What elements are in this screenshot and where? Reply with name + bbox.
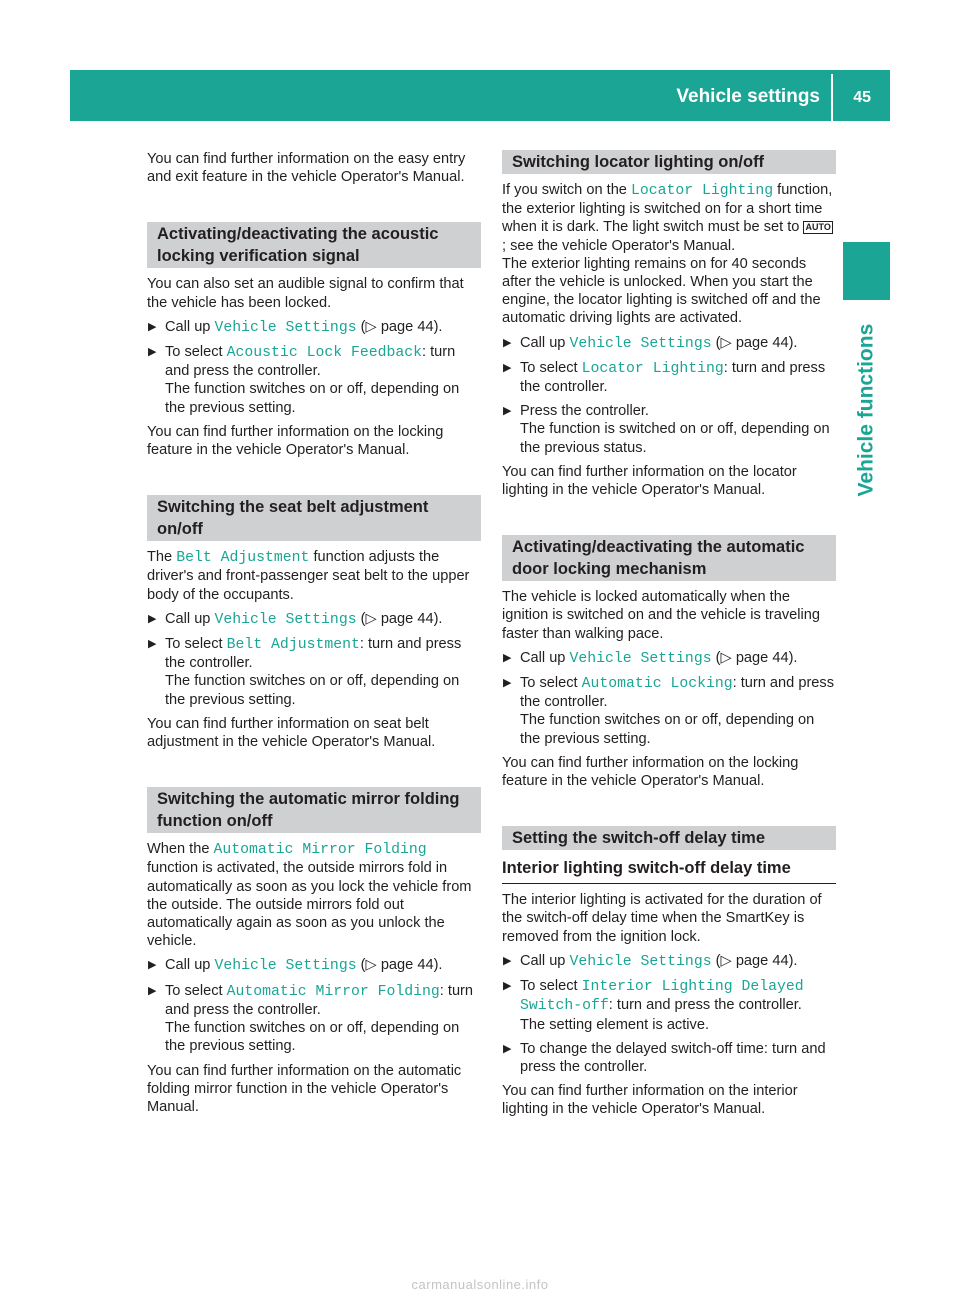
intro-paragraph: You can find further information on the easy entry and exit feature in the vehicle Operator's Manual.: [147, 151, 466, 186]
step-select: ▶ To select Belt Adjustment: turn and press the controller. The function switches on or off, depending on the previous setting.: [148, 636, 462, 708]
watermark: carmanualsonline.info: [411, 1277, 549, 1292]
step-call-up: ▶ Call up Vehicle Settings (▷ page 44).: [503, 334, 798, 352]
page-reference[interactable]: (▷ page 44).: [360, 957, 443, 974]
seatbelt-body: The Belt Adjustment function adjusts the driver's and front-passenger seat belt to the upper body of the occupants.: [147, 549, 470, 603]
menu-item-vehicle-settings[interactable]: Vehicle Settings: [214, 958, 357, 975]
chapter-tab: [843, 242, 890, 300]
bullet-arrow-icon: ▶: [503, 954, 512, 967]
mirror-body: When the Automatic Mirror Folding function is activated, the outside mirrors fold in automatically as soon as you lock the vehicle from the outside. The outside mirrors fold out automatically again as soon as you unlock the vehicle.: [147, 841, 472, 950]
delay-footer: You can find further information on the interior lighting in the vehicle Operator's Manual.: [502, 1083, 798, 1118]
seatbelt-footer: You can find further information on seat belt adjustment in the vehicle Operator's Manual.: [147, 715, 436, 751]
section-heading-seatbelt: Switching the seat belt adjustment on/off: [147, 495, 481, 541]
section-heading-acoustic: Activating/deactivating the acoustic locking verification signal: [147, 222, 481, 268]
step-select: ▶ To select Interior Lighting Delayed Switch-off: turn and press the controller. The setting element is active.: [503, 978, 804, 1033]
step-select: ▶ To select Locator Lighting: turn and press the controller.: [503, 359, 826, 396]
menu-item-automatic-mirror-folding[interactable]: Automatic Mirror Folding: [226, 983, 440, 1000]
menu-item-interior-lighting-delayed-switch-off[interactable]: Interior Lighting Delayed Switch-off: [520, 979, 804, 1015]
step-select: ▶ To select Automatic Locking: turn and press the controller. The function switches on or off, depending on the previous setting.: [503, 675, 835, 747]
bullet-arrow-icon: ▶: [148, 346, 157, 359]
menu-item-acoustic-lock-feedback[interactable]: Acoustic Lock Feedback: [226, 345, 423, 362]
left-column: [147, 150, 481, 1116]
step-call-up: ▶ Call up Vehicle Settings (▷ page 44).: [148, 610, 443, 628]
bullet-arrow-icon: ▶: [148, 959, 157, 972]
step-press: ▶ Press the controller. The function is switched on or off, depending on the previous status.: [503, 403, 830, 456]
bullet-arrow-icon: ▶: [503, 651, 512, 664]
section-heading-autolock: Activating/deactivating the automatic door locking mechanism: [502, 535, 836, 581]
bullet-arrow-icon: ▶: [148, 984, 157, 997]
page-number: 45: [853, 89, 871, 106]
menu-item-locator-lighting[interactable]: Locator Lighting: [581, 360, 724, 377]
locator-footer: You can find further information on the locator lighting in the vehicle Operator's Manual.: [502, 463, 797, 499]
chapter-label: Vehicle functions: [854, 323, 878, 497]
menu-item-vehicle-settings[interactable]: Vehicle Settings: [214, 319, 357, 336]
step-call-up: ▶ Call up Vehicle Settings (▷ page 44).: [503, 649, 798, 667]
menu-item-automatic-mirror-folding[interactable]: Automatic Mirror Folding: [213, 842, 427, 859]
bullet-arrow-icon: ▶: [503, 980, 512, 993]
menu-item-belt-adjustment[interactable]: Belt Adjustment: [226, 637, 360, 654]
bullet-arrow-icon: ▶: [503, 677, 512, 690]
page-header: [70, 70, 890, 121]
step-call-up: ▶ Call up Vehicle Settings (▷ page 44).: [148, 318, 443, 336]
acoustic-body: You can also set an audible signal to confirm that the vehicle has been locked.: [147, 276, 464, 311]
right-column: [502, 150, 836, 1119]
section-heading-locator: Switching locator lighting on/off: [502, 150, 836, 174]
menu-item-vehicle-settings[interactable]: Vehicle Settings: [569, 953, 712, 970]
bullet-arrow-icon: ▶: [503, 1042, 512, 1055]
autolock-footer: You can find further information on the locking feature in the vehicle Operator's Manual.: [502, 754, 799, 790]
page-reference[interactable]: (▷ page 44).: [715, 649, 798, 666]
page-reference[interactable]: (▷ page 44).: [715, 334, 798, 351]
bullet-arrow-icon: ▶: [503, 336, 512, 349]
locator-body: If you switch on the Locator Lighting function, the exterior lighting is switched on for a short time when it is dark. The light switch must be set to AUTO; see the vehicle Operator's Manual.: [502, 182, 833, 254]
bullet-arrow-icon: ▶: [148, 638, 157, 651]
menu-item-locator-lighting[interactable]: Locator Lighting: [631, 183, 774, 199]
step-call-up: ▶ Call up Vehicle Settings (▷ page 44).: [148, 957, 443, 975]
section-heading-mirror: Switching the automatic mirror folding function on/off: [147, 787, 481, 833]
menu-item-vehicle-settings[interactable]: Vehicle Settings: [214, 611, 357, 628]
mirror-footer: You can find further information on the automatic folding mirror function in the vehicle Operator's Manual.: [147, 1062, 462, 1115]
delay-body: The interior lighting is activated for the duration of the switch-off delay time when the SmartKey is removed from the ignition lock.: [502, 892, 822, 945]
page-reference[interactable]: (▷ page 44).: [715, 952, 798, 969]
bullet-arrow-icon: ▶: [148, 612, 157, 625]
menu-item-vehicle-settings[interactable]: Vehicle Settings: [569, 335, 712, 352]
auto-switch-icon: AUTO: [805, 222, 831, 233]
bullet-arrow-icon: ▶: [503, 405, 512, 418]
acoustic-footer: You can find further information on the locking feature in the vehicle Operator's Manual.: [147, 423, 444, 459]
step-select: ▶ To select Automatic Mirror Folding: turn and press the controller. The function switches on or off, depending on the previous setting.: [148, 982, 474, 1055]
page-reference[interactable]: (▷ page 44).: [360, 318, 443, 335]
bullet-arrow-icon: ▶: [503, 361, 512, 374]
locator-body-2: The exterior lighting remains on for 40 seconds after the vehicle is unlocked. When you start the engine, the locator lighting is switched off and the automatic driving lights are activated.: [502, 255, 821, 327]
bullet-arrow-icon: ▶: [148, 320, 157, 333]
header-divider: [831, 74, 833, 121]
menu-item-automatic-locking[interactable]: Automatic Locking: [581, 676, 733, 693]
step-call-up: ▶ Call up Vehicle Settings (▷ page 44).: [503, 952, 798, 970]
page-reference[interactable]: (▷ page 44).: [360, 610, 443, 627]
menu-item-belt-adjustment[interactable]: Belt Adjustment: [176, 550, 310, 567]
step-select: ▶ To select Acoustic Lock Feedback: turn and press the controller. The function switches on or off, depending on the previous setting.: [148, 344, 460, 416]
step-change-delay: ▶ To change the delayed switch-off time: turn and press the controller.: [503, 1040, 826, 1075]
page-title: Vehicle settings: [676, 86, 820, 107]
menu-item-vehicle-settings[interactable]: Vehicle Settings: [569, 650, 712, 667]
autolock-body: The vehicle is locked automatically when the ignition is switched on and the vehicle is traveling faster than walking pace.: [502, 589, 820, 642]
section-heading-delay: Setting the switch-off delay time: [502, 826, 836, 850]
subsection-heading-interior-delay: Interior lighting switch-off delay time: [502, 857, 836, 884]
